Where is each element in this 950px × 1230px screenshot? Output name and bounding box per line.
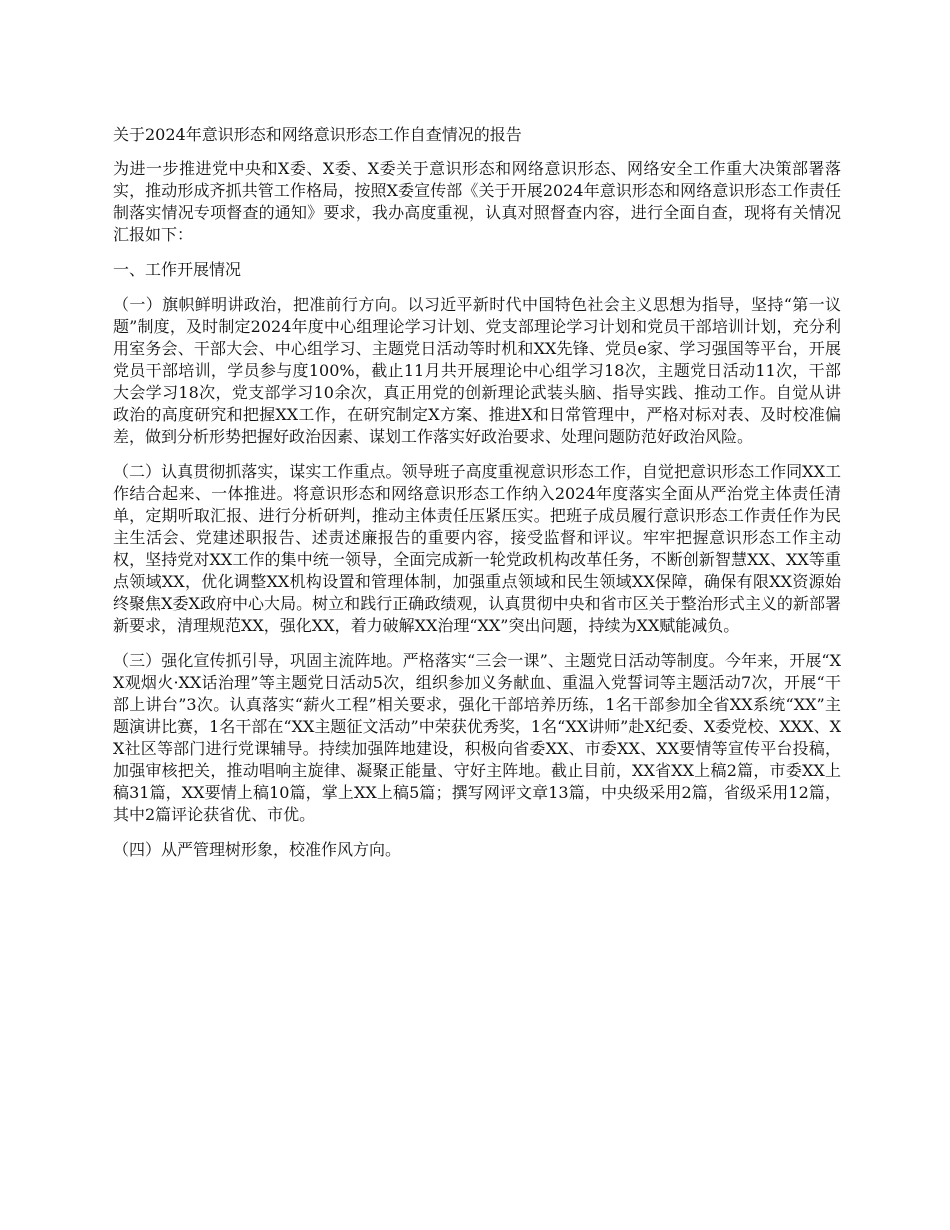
- section-heading-work-status: 一、工作开展情况: [113, 260, 242, 279]
- paragraph-publicity: （三）强化宣传抓引导，巩固主流阵地。严格落实“三会一课”、主题党日活动等制度。今年来，开展“XX观烟火·XX话治理”等主题党日活动5次，组织参加义务献血、重温入党誓词等主题活动7次，开展“干部上讲台”3次。认真落实“薪火工程”相关要求，强化干部培养历练，1名干部参加全省XX系统“XX”主题演讲比赛，1名干部在“XX主题征文活动”中荣获优秀奖，1名“XX讲师”赴X纪委、X委党校、XXX、XX社区等部门进行党课辅导。持续加强阵地建设，积极向省委XX、市委XX、XX要情等宣传平台投稿，加强审核把关，推动唱响主旋律、凝聚正能量、守好主阵地。截止目前，XX省XX上稿2篇，市委XX上稿31篇，XX要情上稿10篇，掌上XX上稿5篇；撰写网评文章13篇，中央级采用2篇，省级采用12篇，其中2篇评论获省优、市优。: [113, 651, 841, 824]
- paragraph-politics: （一）旗帜鲜明讲政治，把准前行方向。以习近平新时代中国特色社会主义思想为指导，坚持“第一议题”制度，及时制定2024年度中心组理论学习计划、党支部理论学习计划和党员干部培训计划，充分利用室务会、干部大会、中心组学习、主题党日活动等时机和XX先锋、党员e家、学习强国等平台，开展党员干部培训，学员参与度100%，截止11月共开展理论中心组学习18次，主题党日活动11次，干部大会学习18次，党支部学习10余次，真正用党的创新理论武装头脑、指导实践、推动工作。自觉从讲政治的高度研究和把握XX工作，在研究制定X方案、推进X和日常管理中，严格对标对表、及时校准偏差，做到分析形势把握好政治因素、谋划工作落实好政治要求、处理问题防范好政治风险。: [113, 295, 841, 446]
- document-page: [113, 124, 841, 874]
- paragraph-management: （四）从严管理树形象，校准作风方向。: [113, 840, 402, 859]
- paragraph-implementation: （二）认真贯彻抓落实，谋实工作重点。领导班子高度重视意识形态工作，自觉把意识形态工作同XX工作结合起来、一体推进。将意识形态和网络意识形态工作纳入2024年度落实全面从严治党主体责任清单，定期听取汇报、进行分析研判，推动主体责任压紧压实。把班子成员履行意识形态工作责任作为民主生活会、党建述职报告、述责述廉报告的重要内容，接受监督和评议。牢牢把握意识形态工作主动权，坚持党对XX工作的集中统一领导，全面完成新一轮党政机构改革任务，不断创新智慧XX、XX等重点领域XX，优化调整XX机构设置和管理体制，加强重点领域和民生领域XX保障，确保有限XX资源始终聚焦X委X政府中心大局。树立和践行正确政绩观，认真贯彻中央和省市区关于整治形式主义的新部署新要求，清理规范XX，强化XX，着力破解XX治理“XX”突出问题，持续为XX赋能减负。: [113, 462, 841, 635]
- document-title: 关于2024年意识形态和网络意识形态工作自查情况的报告: [113, 125, 522, 144]
- intro-paragraph: 为进一步推进党中央和X委、X委、X委关于意识形态和网络意识形态、网络安全工作重大决策部署落实，推动形成齐抓共管工作格局，按照X委宣传部《关于开展2024年意识形态和网络意识形态工作责任制落实情况专项督查的通知》要求，我办高度重视，认真对照督查内容，进行全面自查，现将有关情况汇报如下：: [113, 159, 841, 244]
